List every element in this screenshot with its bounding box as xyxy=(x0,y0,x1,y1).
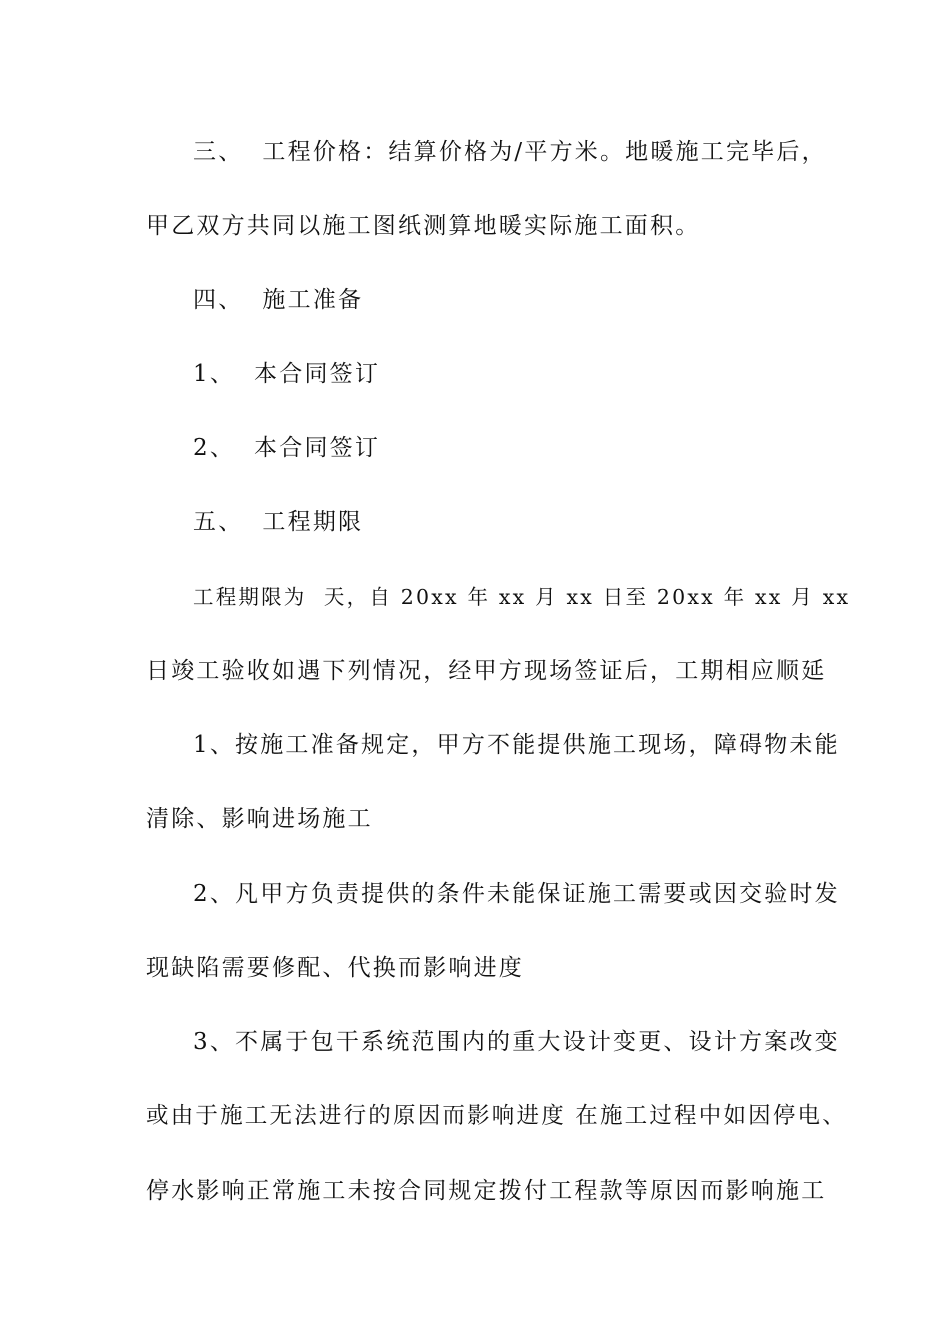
section-3-price-line-1: 三、 工程价格：结算价格为/平方米。地暖施工完毕后， xyxy=(193,139,827,165)
section-3-price-line-2: 甲乙双方共同以施工图纸测算地暖实际施工面积。 xyxy=(146,213,701,239)
delay-case-1-line-1: 1、按施工准备规定，甲方不能提供施工现场，障碍物未能 xyxy=(193,732,840,758)
section-4-item-2: 2、 本合同签订 xyxy=(193,435,381,461)
section-5-heading: 五、 工程期限 xyxy=(193,509,364,535)
section-4-item-1: 1、 本合同签订 xyxy=(193,361,381,387)
delay-case-2-line-2: 现缺陷需要修配、代换而影响进度 xyxy=(146,955,524,981)
section-5-period-line-1: 工程期限为 天，自 20xx 年 xx 月 xx 日至 20xx 年 xx 月 xx xyxy=(193,585,851,609)
section-5-period-line-2: 日竣工验收如遇下列情况，经甲方现场签证后，工期相应顺延 xyxy=(146,658,827,684)
delay-case-3-line-3: 停水影响正常施工未按合同规定拨付工程款等原因而影响施工 xyxy=(146,1178,827,1204)
delay-case-1-line-2: 清除、影响进场施工 xyxy=(146,806,373,832)
delay-case-2-line-1: 2、凡甲方负责提供的条件未能保证施工需要或因交验时发 xyxy=(193,881,840,907)
delay-case-3-line-2: 或由于施工无法进行的原因而影响进度 在施工过程中如因停电、 xyxy=(146,1103,847,1129)
section-4-heading: 四、 施工准备 xyxy=(193,287,364,313)
delay-case-3-line-1: 3、不属于包干系统范围内的重大设计变更、设计方案改变 xyxy=(193,1029,840,1055)
